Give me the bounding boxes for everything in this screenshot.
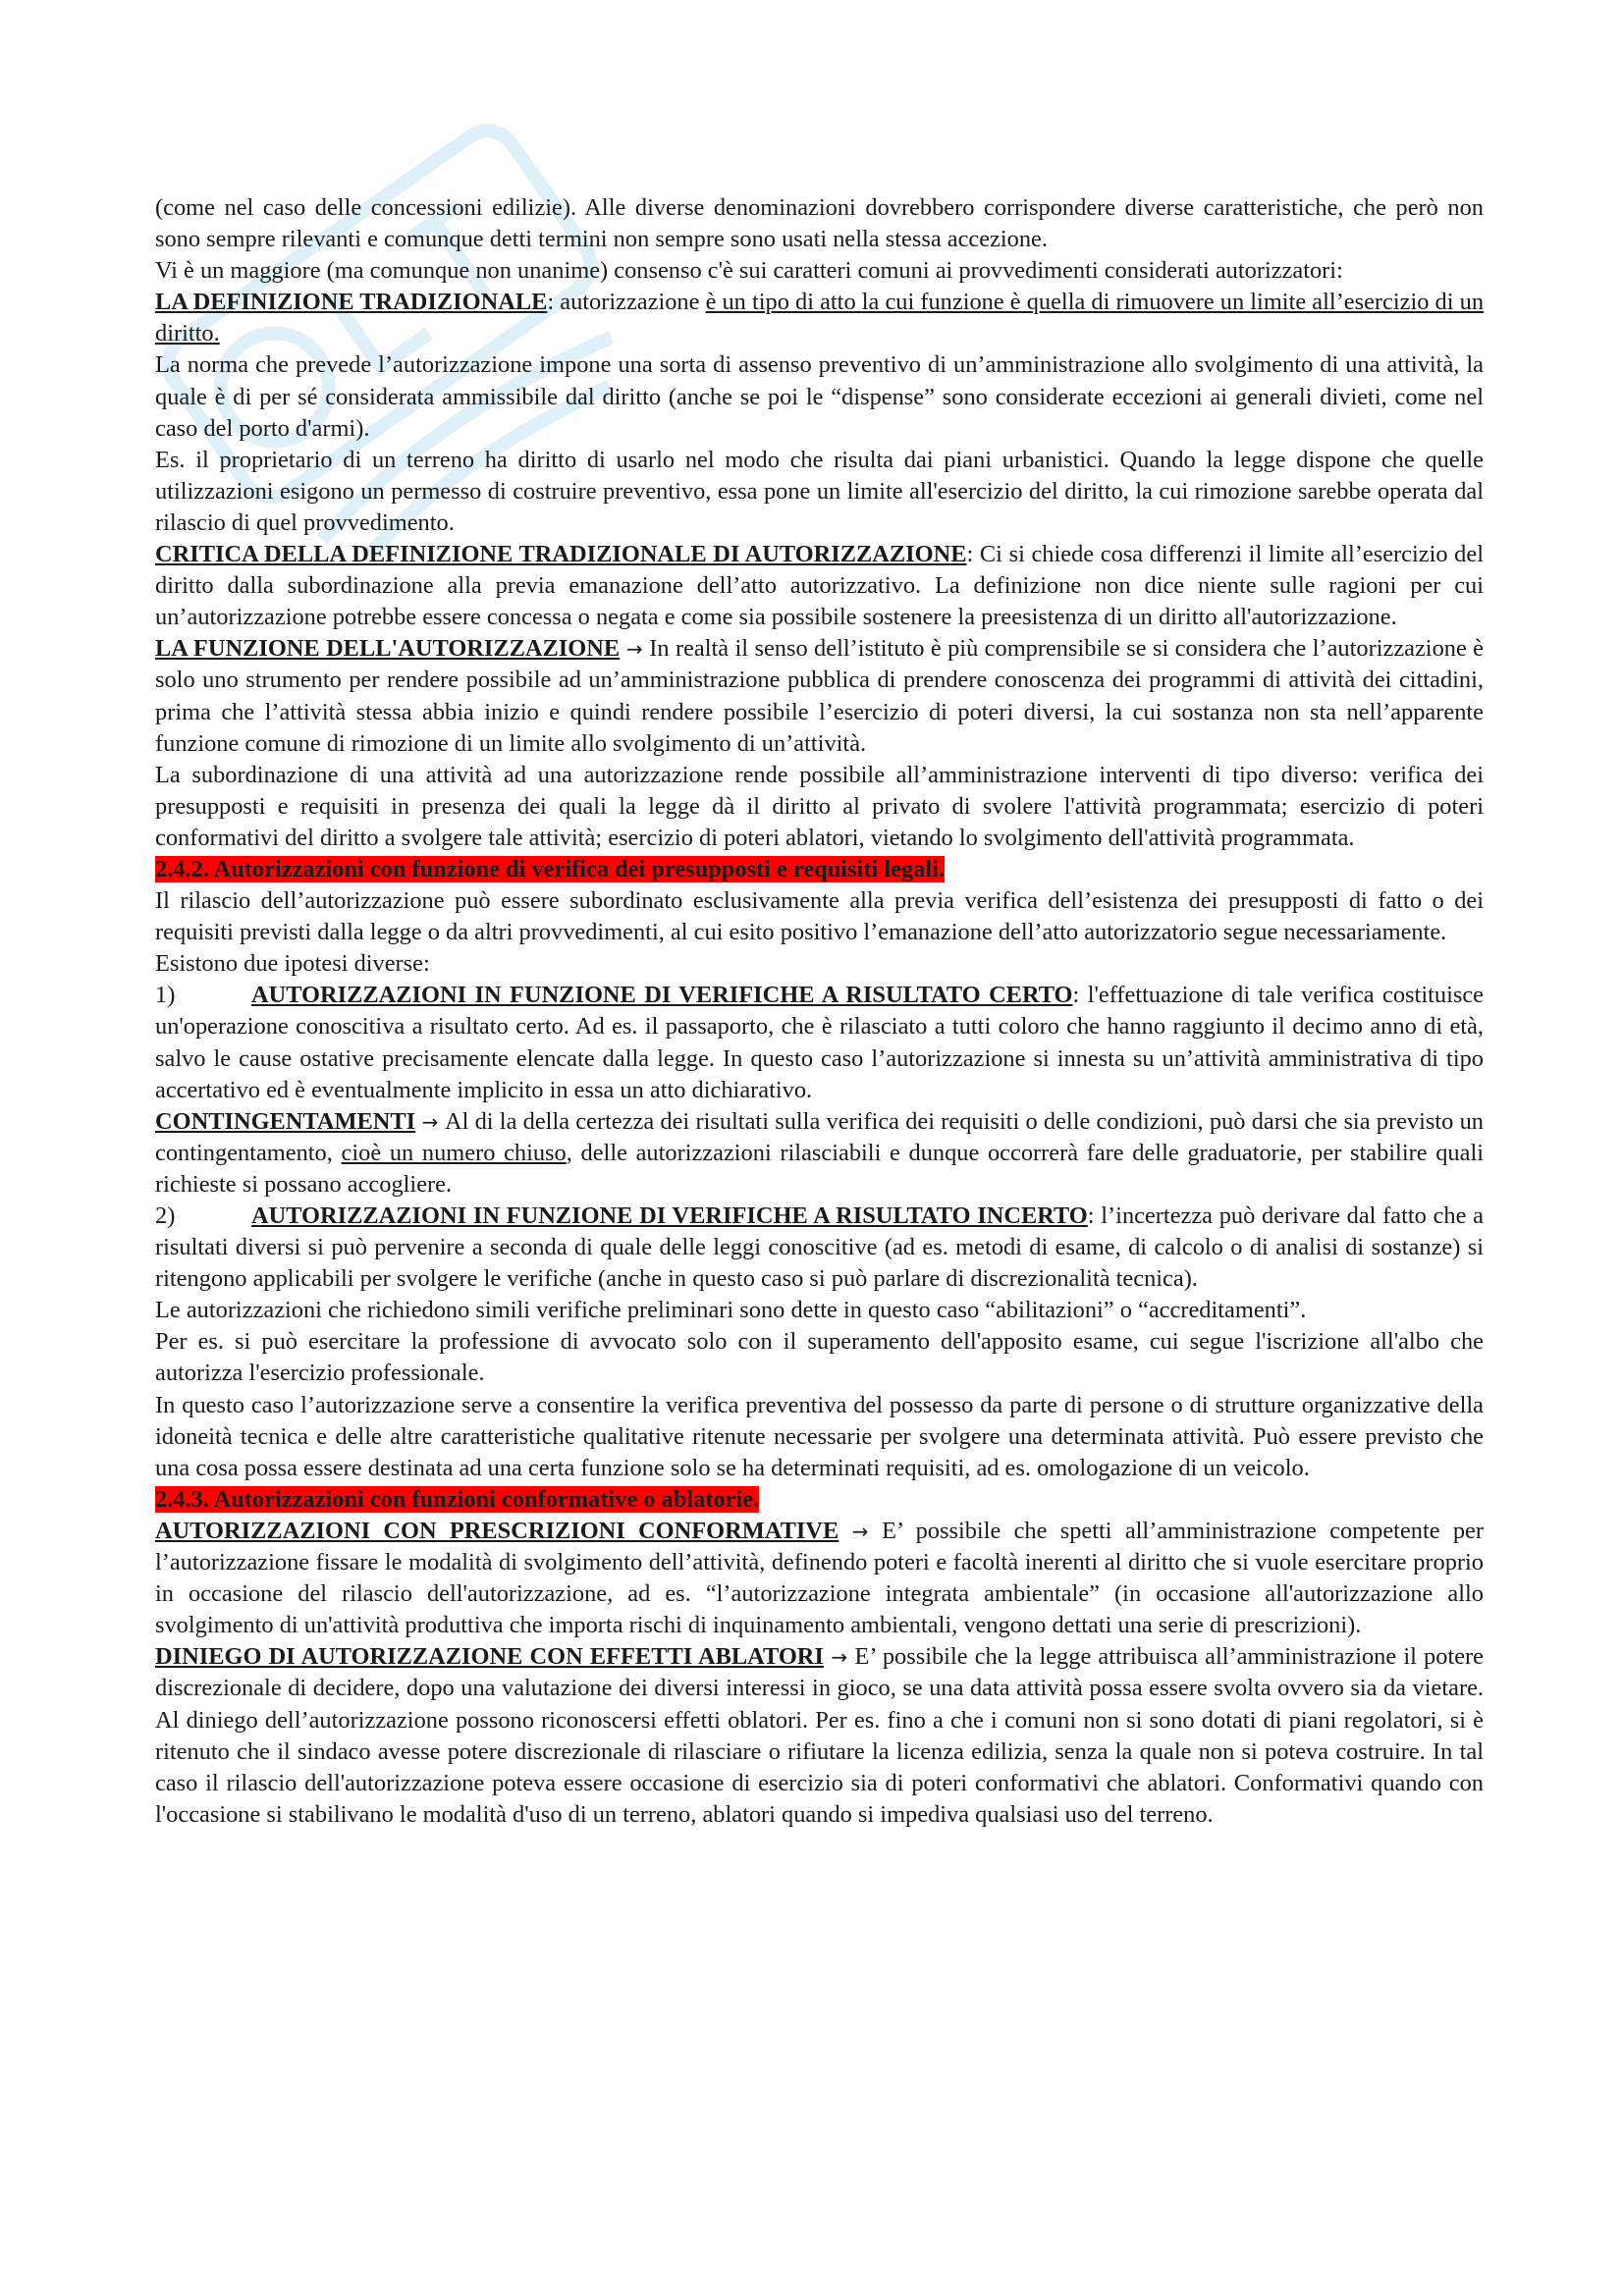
paragraph-text: , delle autorizzazioni rilasciabili e dunque occorrerà fare delle graduatorie, per stabilire quali richieste si possano accogliere. [155,1139,1484,1198]
section-heading-text: 2.4.2. Autorizzazioni con funzione di verifica dei presupposti e requisiti legali. [155,855,945,882]
paragraph-text: : l’incertezza può derivare dal fatto che a risultati diversi si può pervenire a seconda di quale delle leggi conoscitive (ad es. metodi di esame, di calcolo o di analisi di sostanze) si ritengono applicabili per svolgere le verifiche (anche in questo caso si può parlare di discrezionalità tecnica). [155,1202,1484,1293]
paragraph [155,1641,1484,1831]
underlined-definition: è un tipo di atto la cui funzione è quella di rimuovere un limite all’esercizio di un diritto. [155,289,1485,347]
paragraph: Vi è un maggiore (ma comunque non unanime) consenso c'è sui caratteri comuni ai provvedimenti considerati autorizzatori: [155,257,1343,285]
paragraph [155,633,1484,759]
list-item [155,980,1484,1105]
arrow-icon: → [415,1109,445,1134]
paragraph [155,539,1484,633]
paragraph: Esistono due ipotesi diverse: [155,950,430,978]
paragraph-text: E’ possibile che spetti all’amministrazione competente per l’autorizzazione fissare le modalità di svolgimento dell’attività, definendo poteri e facoltà inerenti al diritto che si vuole esercitare proprio in occasione del rilascio dell'autorizzazione, ad es. “l’autorizzazione integrata ambientale” (in occasione all'autorizzazione allo svolgimento di un'attività produttiva che importa rischi di inquinamento ambientali, vengono dettati una serie di prescrizioni). [155,1517,1484,1639]
paragraph [155,287,1484,349]
term-label: LA DEFINIZIONE TRADIZIONALE [155,289,548,316]
paragraph [155,1516,1484,1641]
list-item [155,1201,1484,1295]
arrow-icon: → [620,637,650,662]
list-item-number: 2) [155,1202,176,1229]
paragraph: Es. il proprietario di un terreno ha diritto di usarlo nel modo che risulta dai piani urbanistici. Quando la legge dispone che quelle utilizzazioni esigono un permesso di costruire preventivo, essa pone un limite all'esercizio del diritto, la cui rimozione sarebbe operata dal rilascio di quel provvedimento. [155,446,1484,536]
paragraph-text: E’ possibile che la legge attribuisca all’amministrazione il potere discrezionale di decidere, dopo una valutazione dei diversi interessi in gioco, se una data attività possa essere svolta ovvero sia da vietare. Al diniego dell’autorizzazione possono riconoscersi effetti oblatori. Per es. fino a che i comuni non si sono dotati di piani regolatori, si è ritenuto che il sindaco avesse potere discrezionale di rilasciare o rifiutare la licenza edilizia, senza la quale non si poteva costruire. In tal caso il rilascio dell'autorizzazione poteva essere occasione di esercizio sia di poteri conformativi che ablatori. Conformativi quando con l'occasione si stabilivano le modalità d'uso di un terreno, ablatori quando si impediva qualsiasi uso del terreno. [155,1643,1484,1828]
paragraph-text: In realtà il senso dell’istituto è più comprensibile se si considera che l’autorizzazione è solo uno strumento per rendere possibile ad un’amministrazione pubblica di prendere conoscenza dei programmi di attività dei cittadini, prima che l’attività stessa abbia inizio e quindi rendere possibile l’esercizio di poteri diversi, la cui sostanza non sta nell’apparente funzione comune di rimozione di un limite allo svolgimento di un’attività. [155,635,1485,757]
paragraph-text: : l'effettuazione di tale verifica costituisce un'operazione conoscitiva a risultato certo. Ad es. il passaporto, che è rilasciato a tutti coloro che hanno raggiunto il decimo anno di età, salvo le cause ostative precisamente elencate dalla legge. In questo caso l’autorizzazione si innesta su un’attività amministrativa di tipo accertativo ed è eventualmente implicito in essa un atto dichiarativo. [155,982,1484,1103]
underlined-phrase: cioè un numero chiuso [341,1139,567,1166]
section-heading-text: 2.4.3. Autorizzazioni con funzioni conformative o ablatorie. [155,1485,760,1513]
paragraph-text: : autorizzazione [547,289,706,316]
term-label: CONTINGENTAMENTI [155,1107,416,1135]
paragraph: Le autorizzazioni che richiedono simili verifiche preliminari sono dette in questo caso “abilitazioni” o “accreditamenti”. [155,1297,1307,1324]
paragraph-text: : Ci si chiede cosa differenzi il limite all’esercizio del diritto dalla subordinazione alla previa emanazione dell’atto autorizzativo. La definizione non dice niente sulle ragioni per cui un’autorizzazione potrebbe essere concessa o negata e come sia possibile sostenere la preesistenza di un diritto all'autorizzazione. [155,541,1484,631]
term-label: AUTORIZZAZIONI IN FUNZIONE DI VERIFICHE A RISULTATO INCERTO [251,1202,1088,1229]
list-item-number: 1) [155,982,176,1009]
paragraph: La subordinazione di una attività ad una autorizzazione rende possibile all’amministrazione interventi di tipo diverso: verifica dei presupposti e requisiti in presenza dei quali la legge dà il diritto al privato di svolere l'attività programmata; esercizio di poteri conformativi del diritto a svolgere tale attività; esercizio di poteri ablatori, vietando lo svolgimento dell'attività programmata. [155,761,1484,851]
term-label: CRITICA DELLA DEFINIZIONE TRADIZIONALE DI AUTORIZZAZIONE [155,541,967,568]
arrow-icon: → [839,1519,883,1543]
paragraph [155,1106,1484,1201]
arrow-icon: → [823,1645,855,1670]
term-label: DINIEGO DI AUTORIZZAZIONE CON EFFETTI ABLATORI [155,1643,824,1671]
paragraph-text: Al di la della certezza dei risultati sulla verifica dei requisiti o delle condizioni, può darsi che sia previsto un contingentamento, [155,1107,1484,1166]
term-label: AUTORIZZAZIONI IN FUNZIONE DI VERIFICHE A RISULTATO CERTO [251,982,1073,1009]
paragraph: Per es. si può esercitare la professione di avvocato solo con il superamento dell'apposito esame, cui segue l'iscrizione all'albo che autorizza l'esercizio professionale. [155,1328,1484,1387]
paragraph: (come nel caso delle concessioni edilizie). Alle diverse denominazioni dovrebbero corrispondere diverse caratteristiche, che però non sono sempre rilevanti e comunque detti termini non sempre sono usati nella stessa accezione. [155,194,1484,253]
paragraph: In questo caso l’autorizzazione serve a consentire la verifica preventiva del possesso da parte di persone o di strutture organizzative della idoneità tecnica e delle altre caratteristiche qualitative ritenute necessarie per svolgere una determinata attività. Può essere previsto che una cosa possa essere destinata ad una certa funzione solo se ha determinati requisiti, ad es. omologazione di un veicolo. [155,1391,1484,1481]
section-heading [155,854,1484,885]
document-body [155,192,1484,1831]
term-label: LA FUNZIONE DELL'AUTORIZZAZIONE [155,635,621,663]
paragraph: Il rilascio dell’autorizzazione può essere subordinato esclusivamente alla previa verifica dell’esistenza dei presupposti di fatto o dei requisiti previsti dalla legge o da altri provvedimenti, al cui esito positivo l’emanazione dell’atto autorizzatorio segue necessariamente. [155,887,1484,946]
term-label: AUTORIZZAZIONI CON PRESCRIZIONI CONFORMATIVE [155,1517,839,1544]
section-heading [155,1484,1484,1516]
paragraph: La norma che prevede l’autorizzazione impone una sorta di assenso preventivo di un’amministrazione allo svolgimento di una attività, la quale è di per sé considerata ammissibile dal diritto (anche se poi le “dispense” sono considerate eccezioni ai generali divieti, come nel caso del porto d'armi). [155,351,1484,442]
